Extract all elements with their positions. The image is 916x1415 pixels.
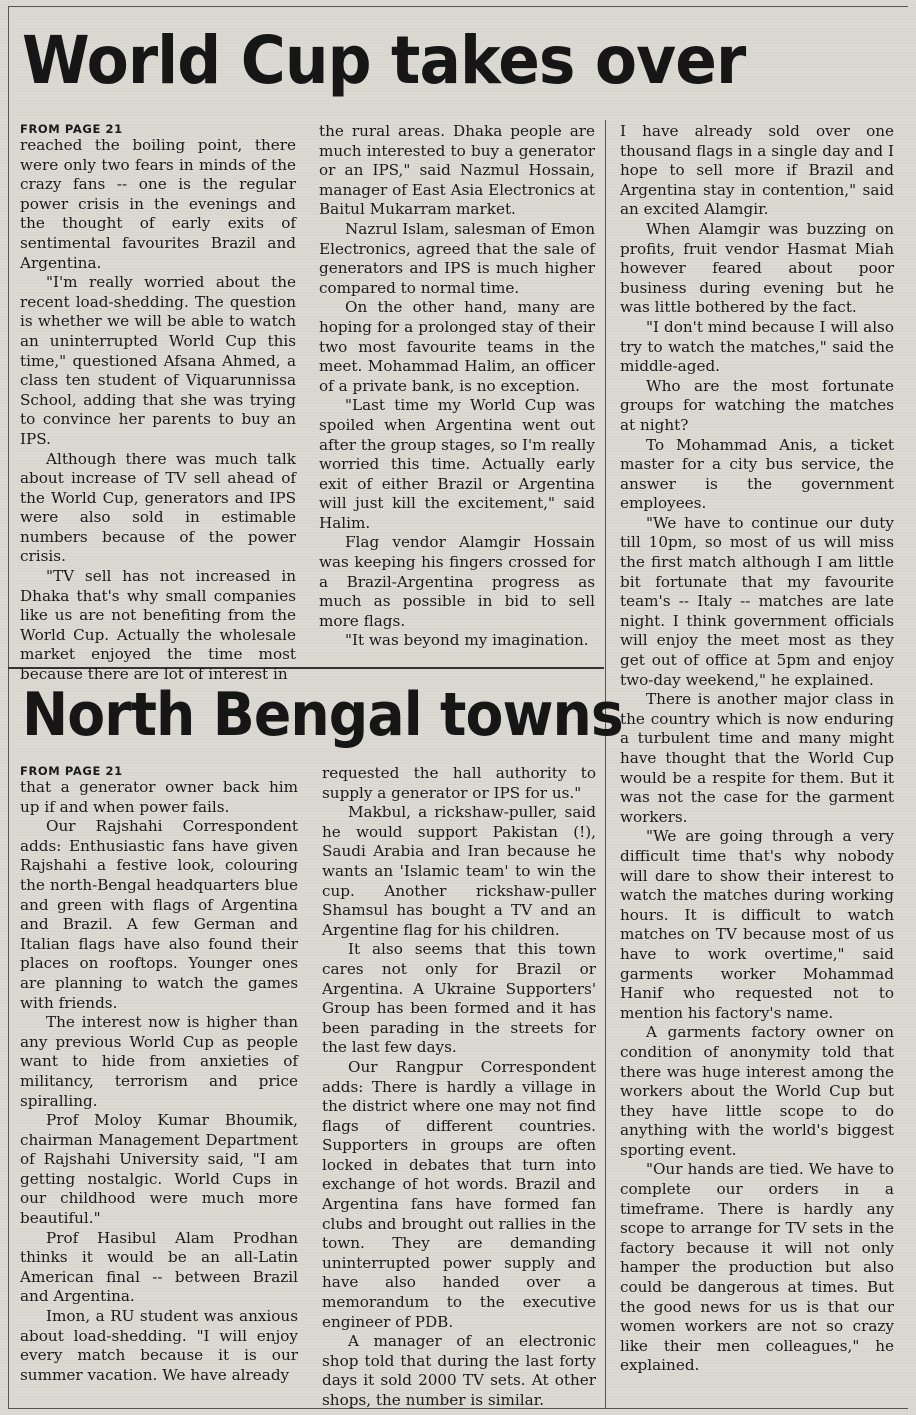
- story1-column-2: [319, 122, 595, 660]
- paragraph: Our Rajshahi Correspondent adds: Enthusiastic fans have given Rajshahi a festive look, colouring the north-Bengal headquarters blue and green with flags of Argentina and Brazil. A few German and Italian flags have also found their places on rooftops. Younger ones are planning to watch the games with friends.: [20, 817, 298, 1012]
- paragraph: that a generator owner back him up if and when power fails.: [20, 778, 298, 816]
- paragraph: There is another major class in the country which is now enduring a turbulent time and many might have thought that the World Cup would be a respite for them. But it was not the case for the garment workers.: [620, 690, 894, 826]
- story1-column-1: [20, 122, 296, 684]
- story1-column-3: [620, 122, 894, 1404]
- paragraph: requested the hall authority to supply a generator or IPS for us.": [322, 764, 596, 802]
- paragraph: A manager of an electronic shop told that during the last forty days it sold 2000 TV sets. At other shops, the number is similar.: [322, 1332, 596, 1409]
- paragraph: Prof Hasibul Alam Prodhan thinks it would be an all-Latin American final -- between Brazil and Argentina.: [20, 1228, 298, 1306]
- paragraph: On the other hand, many are hoping for a prolonged stay of their two most favourite teams in the meet. Mohammad Halim, an officer of a private bank, is no exception.: [319, 298, 595, 395]
- story2-column-2: [322, 764, 596, 1409]
- paragraph: "It was beyond my imagination.: [345, 631, 589, 650]
- headline-world-cup: World Cup takes over: [22, 22, 746, 99]
- paragraph: I have already sold over one thousand flags in a single day and I hope to sell more if Brazil and Argentina stay in contention," said an excited Alamgir.: [620, 122, 894, 219]
- paragraph: The interest now is higher than any previous World Cup as people want to hide from anxieties of militancy, terrorism and price spiralling.: [20, 1013, 298, 1110]
- column-rule-right: [605, 120, 606, 1408]
- paragraph: Prof Moloy Kumar Bhoumik, chairman Management Department of Rajshahi University said, "I am getting nostalgic. World Cups in our childhood were much more beautiful.": [20, 1111, 298, 1228]
- paragraph: reached the boiling point, there were only two fears in minds of the crazy fans -- one is the regular power crisis in the evenings and the thought of early exits of sentimental favourites Brazil and Argentina.: [20, 136, 296, 272]
- paragraph: A garments factory owner on condition of anonymity told that there was huge interest among the workers about the World Cup but they have little scope to do anything with the world's biggest sporting event.: [620, 1023, 894, 1159]
- paragraph: "We are going through a very difficult time that's why nobody will dare to show their interest to watch the matches during working hours. It is difficult to watch matches on TV because most of us have to work overtime," said garments worker Mohammad Hanif who requested not to mention his factory's name.: [620, 827, 894, 1022]
- left-border: [8, 6, 9, 1409]
- paragraph: "I don't mind because I will also try to watch the matches," said the middle-aged.: [620, 317, 894, 376]
- paragraph: "We have to continue our duty till 10pm, so most of us will miss the first match although I am little bit fortunate that my favourite team's -- Italy -- matches are late night. I think government officials will enjoy the meet most as they get out of office at 5pm and enjoy two-day weekend," he explained.: [620, 513, 894, 689]
- paragraph: Although there was much talk about increase of TV sell ahead of the World Cup, generators and IPS were also sold in estimable numbers because of the power crisis.: [20, 449, 296, 566]
- top-border: [8, 6, 908, 7]
- paragraph: Makbul, a rickshaw-puller, said he would support Pakistan (!), Saudi Arabia and Iran because he wants an 'Islamic team' to win the cup. Another rickshaw-puller Shamsul has bought a TV and an Argentine flag for his children.: [322, 803, 596, 939]
- headline-north-bengal: North Bengal towns: [22, 680, 623, 750]
- jump-line: FROM PAGE 21: [20, 764, 123, 778]
- paragraph: When Alamgir was buzzing on profits, fruit vendor Hasmat Miah however feared about poor business during evening but he was little bothered by the fact.: [620, 219, 894, 317]
- paragraph: "I'm really worried about the recent load-shedding. The question is whether we will be able to watch an uninterrupted World Cup this time," questioned Afsana Ahmed, a class ten student of Viquarunnissa School, adding that she was trying to convince her parents to buy an IPS.: [20, 273, 296, 448]
- paragraph: Who are the most fortunate groups for watching the matches at night?: [620, 376, 894, 434]
- jump-line: FROM PAGE 21: [20, 122, 123, 136]
- paragraph: To Mohammad Anis, a ticket master for a city bus service, the answer is the government employees.: [620, 435, 894, 513]
- paragraph: Nazrul Islam, salesman of Emon Electronics, agreed that the sale of generators and IPS is much higher compared to normal time.: [319, 219, 595, 297]
- story2-column-1: [20, 764, 298, 1404]
- paragraph: Flag vendor Alamgir Hossain was keeping his fingers crossed for a Brazil-Argentina progress as much as possible in bid to sell more flags.: [319, 533, 595, 630]
- paragraph: "Our hands are tied. We have to complete our orders in a timeframe. There is hardly any scope to arrange for TV sets in the factory because it will not only hamper the production but also could be dangerous at times. But the good news for us is that our women workers are not so crazy like their men colleagues," he explained.: [620, 1160, 894, 1375]
- paragraph: "TV sell has not increased in Dhaka that's why small companies like us are not benefiting from the World Cup. Actually the wholesale market enjoyed the time most because there are lot of interest in: [20, 567, 296, 684]
- paragraph: the rural areas. Dhaka people are much interested to buy a generator or an IPS," said Nazmul Hossain, manager of East Asia Electronics at Baitul Mukarram market.: [319, 122, 595, 219]
- paragraph: Our Rangpur Correspondent adds: There is hardly a village in the district where one may not find flags of different countries. Supporters in groups are often locked in debates that turn into exchange of hot words. Brazil and Argentina fans have formed fan clubs and brought out rallies in the town. They are demanding uninterrupted power supply and have also handed over a memorandum to the executive engineer of PDB.: [322, 1057, 596, 1331]
- paragraph: "Last time my World Cup was spoiled when Argentina went out after the group stages, so I'm really worried this time. Actually early exit of either Brazil or Argentina will just kill the excitement," said Halim.: [319, 396, 595, 532]
- paragraph: Imon, a RU student was anxious about load-shedding. "I will enjoy every match because it is our summer vacation. We have already: [20, 1307, 298, 1384]
- paragraph: It also seems that this town cares not only for Brazil or Argentina. A Ukraine Supporters' Group has been formed and it has been parading in the streets for the last few days.: [322, 940, 596, 1057]
